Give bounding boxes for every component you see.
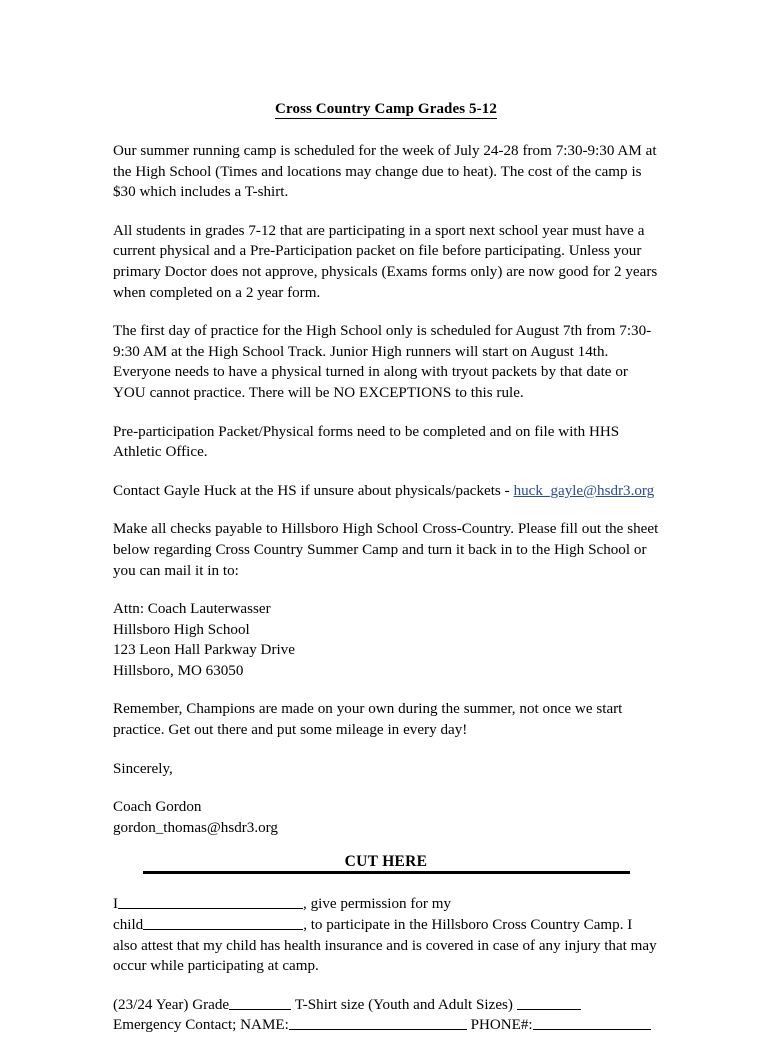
paragraph-checks-payable: Make all checks payable to Hillsboro High School Cross-Country. Please fill out the sheet below regarding Cross Country Summer Camp and turn it back in to the High School or you can mail it in to:: [113, 521, 659, 579]
signoff-sincerely: Sincerely,: [113, 760, 173, 777]
shirt-size-label: T-Shirt size (Youth and Adult Sizes): [294, 996, 513, 1013]
paragraph-camp-schedule: Our summer running camp is scheduled for the week of July 24-28 from 7:30-9:30 AM at the High School (Times and locations may change due to heat). The cost of the camp is $30 which includes a T-shirt.: [113, 143, 657, 201]
email-link-huck-gayle[interactable]: huck_gayle@hsdr3.org: [513, 482, 655, 499]
grade-label: (23/24 Year) Grade: [113, 996, 230, 1013]
page-title: [113, 100, 659, 118]
permission-prefix-i: I: [113, 896, 119, 913]
cut-here-label-text: CUT HERE: [344, 853, 428, 871]
paragraph-champions-motivation: Remember, Champions are made on your own during the summer, not once we start practice. Get out there and put some mileage in every day!: [113, 701, 623, 739]
permission-suffix-give: , give permission for my: [303, 896, 452, 913]
paragraph-packet-office: Pre-participation Packet/Physical forms need to be completed and on file with HHS Athletic Office.: [113, 423, 620, 461]
address-line-street: 123 Leon Hall Parkway Drive: [113, 642, 295, 659]
grade-and-shirt-line: [113, 995, 659, 1016]
permission-form: [113, 894, 659, 976]
emergency-name-blank[interactable]: [289, 1016, 467, 1030]
child-name-blank[interactable]: [143, 916, 303, 930]
cut-here-label: [113, 852, 659, 871]
page-title-text: Cross Country Camp Grades 5-12: [275, 101, 497, 117]
signature-email: gordon_thomas@hsdr3.org: [113, 819, 278, 836]
contact-prefix-text: Contact Gayle Huck at the HS if unsure about physicals/packets -: [113, 482, 514, 499]
shirt-size-blank[interactable]: [517, 996, 581, 1010]
paragraph-contact-gayle: [113, 481, 659, 502]
permission-suffix-participate: , to participate in the Hillsboro Cross Country Camp. I also attest that my child has health insurance and is covered in case of any injury that may occur while participating at camp.: [113, 917, 657, 975]
address-line-city-state-zip: Hillsboro, MO 63050: [113, 662, 244, 679]
grade-blank[interactable]: [229, 996, 291, 1010]
emergency-contact-line: [113, 1015, 659, 1036]
address-line-attn: Attn: Coach Lauterwasser: [113, 601, 271, 618]
permission-prefix-child: child: [113, 917, 144, 934]
signature-block: [113, 797, 659, 838]
emergency-contact-label: Emergency Contact; NAME:: [113, 1017, 289, 1034]
cut-here-divider: [113, 852, 659, 878]
address-line-school: Hillsboro High School: [113, 621, 250, 638]
permission-statement: [113, 894, 659, 976]
camper-details-form: [113, 995, 659, 1036]
paragraph-physical-requirements: All students in grades 7-12 that are participating in a sport next school year must have a current physical and a Pre-Participation packet on file before participating. Unless your primary Doctor does not approve, physicals (Exams forms only) are now good for 2 years when completed on a 2 year form.: [113, 222, 658, 301]
emergency-phone-blank[interactable]: [533, 1016, 651, 1030]
signature-name: Coach Gordon: [113, 799, 202, 816]
phone-label: PHONE#:: [470, 1017, 533, 1034]
cut-here-rule: [143, 871, 630, 873]
paragraph-first-practice: The first day of practice for the High School only is scheduled for August 7th from 7:30-9:30 AM at the High School Track. Junior High runners will start on August 14th. Everyone needs to have a physical turned in along with tryout packets by that date or YOU cannot practice. There will be NO EXCEPTIONS to this rule.: [113, 323, 652, 401]
document-body: [113, 100, 659, 1054]
mailing-address-block: [113, 599, 659, 681]
parent-name-blank[interactable]: [118, 895, 303, 909]
